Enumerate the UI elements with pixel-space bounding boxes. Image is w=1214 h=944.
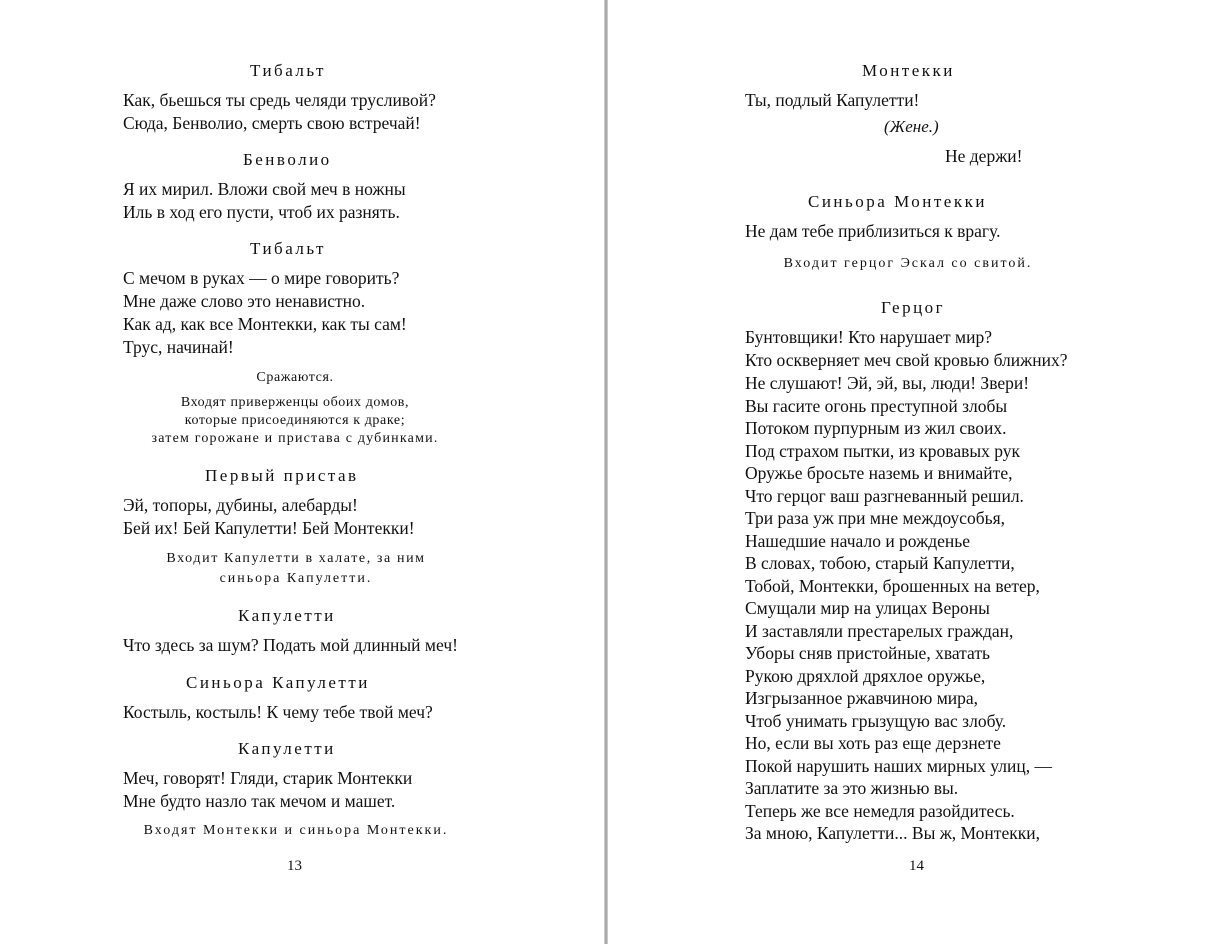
verse-line: Что здесь за шум? Подать мой длинный меч! bbox=[123, 635, 458, 655]
verse-line: Мне даже слово это ненавистно. bbox=[123, 291, 366, 311]
verse-line: Костыль, костыль! К чему тебе твой меч? bbox=[123, 702, 433, 722]
verse-line: Покой нарушить наших мирных улиц, — bbox=[745, 756, 1052, 776]
right-page bbox=[608, 0, 1214, 944]
verse-line: Как ад, как все Монтекки, как ты сам! bbox=[123, 314, 407, 334]
speaker-name: Бенволио bbox=[243, 150, 332, 169]
verse-line: С мечом в руках — о мире говорить? bbox=[123, 268, 400, 288]
verse-line: Я их мирил. Вложи свой меч в ножны bbox=[123, 179, 406, 199]
verse-line: В словах, тобою, старый Капулетти, bbox=[745, 553, 1015, 573]
speaker-name: Синьора Капулетти bbox=[186, 673, 370, 692]
stage-direction: Сражаются. bbox=[256, 370, 334, 385]
verse-line: Эй, топоры, дубины, алебарды! bbox=[123, 495, 358, 515]
stage-direction: затем горожане и пристава с дубинками. bbox=[151, 431, 439, 446]
verse-line: Не дам тебе приблизиться к врагу. bbox=[745, 221, 1001, 241]
verse-line: Рукою дряхлой дряхлое оружье, bbox=[745, 666, 986, 686]
verse-line: Изгрызанное ржавчиною мира, bbox=[745, 688, 979, 708]
verse-line: Что герцог ваш разгневанный решил. bbox=[745, 486, 1024, 506]
verse-line: Ты, подлый Капулетти! bbox=[745, 90, 920, 110]
verse-line: Кто оскверняет меч свой кровью ближних? bbox=[745, 350, 1068, 370]
speaker-name: Капулетти bbox=[238, 606, 336, 625]
verse-line: Сюда, Бенволио, смерть свою встречай! bbox=[123, 113, 421, 133]
left-page bbox=[0, 0, 605, 944]
verse-line: Не держи! bbox=[945, 146, 1023, 166]
verse-line: Нашедшие начало и рожденье bbox=[745, 531, 970, 551]
verse-line: За мною, Капулетти... Вы ж, Монтекки, bbox=[745, 823, 1040, 843]
aside-direction: (Жене.) bbox=[884, 117, 939, 136]
verse-line: Как, бьешься ты средь челяди трусливой? bbox=[123, 90, 436, 110]
verse-line: Три раза уж при мне междоусобья, bbox=[745, 508, 1006, 528]
verse-line: Не слушают! Эй, эй, вы, люди! Звери! bbox=[745, 373, 1030, 393]
stage-direction: Входят Монтекки и синьора Монтекки. bbox=[143, 823, 449, 838]
stage-direction: Входят приверженцы обоих домов, bbox=[180, 395, 410, 410]
stage-direction: синьора Капулетти. bbox=[219, 571, 373, 586]
verse-line: Смущали мир на улицах Вероны bbox=[745, 598, 990, 618]
verse-line: И заставляли престарелых граждан, bbox=[745, 621, 1014, 641]
verse-line: Трус, начинай! bbox=[123, 337, 234, 357]
verse-line: Потоком пурпурным из жил своих. bbox=[745, 418, 1007, 438]
verse-line: Под страхом пытки, из кровавых рук bbox=[745, 441, 1021, 461]
speaker-name: Тибальт bbox=[250, 61, 326, 80]
page-number: 14 bbox=[909, 858, 924, 874]
verse-line: Заплатите за это жизнью вы. bbox=[745, 778, 959, 798]
stage-direction: которые присоединяются к драке; bbox=[184, 413, 406, 428]
stage-direction: Входит Капулетти в халате, за ним bbox=[166, 551, 426, 566]
verse-line: Уборы сняв пристойные, хватать bbox=[745, 643, 990, 663]
verse-line: Чтоб унимать грызущую вас злобу. bbox=[745, 711, 1007, 731]
verse-line: Бей их! Бей Капулетти! Бей Монтекки! bbox=[123, 518, 415, 538]
verse-line: Но, если вы хоть раз еще дерзнете bbox=[745, 733, 1001, 753]
speaker-name: Синьора Монтекки bbox=[808, 192, 987, 211]
speaker-name: Тибальт bbox=[250, 239, 326, 258]
verse-line: Бунтовщики! Кто нарушает мир? bbox=[745, 327, 993, 347]
speaker-name: Герцог bbox=[881, 298, 946, 317]
verse-line: Теперь же все немедля разойдитесь. bbox=[745, 801, 1015, 821]
verse-line: Мне будто назло так мечом и машет. bbox=[123, 791, 396, 811]
page-number: 13 bbox=[287, 858, 302, 874]
verse-line: Вы гасите огонь преступной злобы bbox=[745, 396, 1008, 416]
verse-line: Оружье бросьте наземь и внимайте, bbox=[745, 463, 1013, 483]
verse-line: Меч, говорят! Гляди, старик Монтекки bbox=[123, 768, 413, 788]
speaker-name: Капулетти bbox=[238, 739, 336, 758]
stage-direction: Входит герцог Эскал со свитой. bbox=[783, 256, 1033, 271]
verse-line: Иль в ход его пусти, чтоб их разнять. bbox=[123, 202, 400, 222]
verse-line: Тобой, Монтекки, брошенных на ветер, bbox=[745, 576, 1040, 596]
speaker-name: Монтекки bbox=[862, 61, 955, 80]
speaker-name: Первый пристав bbox=[205, 466, 359, 485]
